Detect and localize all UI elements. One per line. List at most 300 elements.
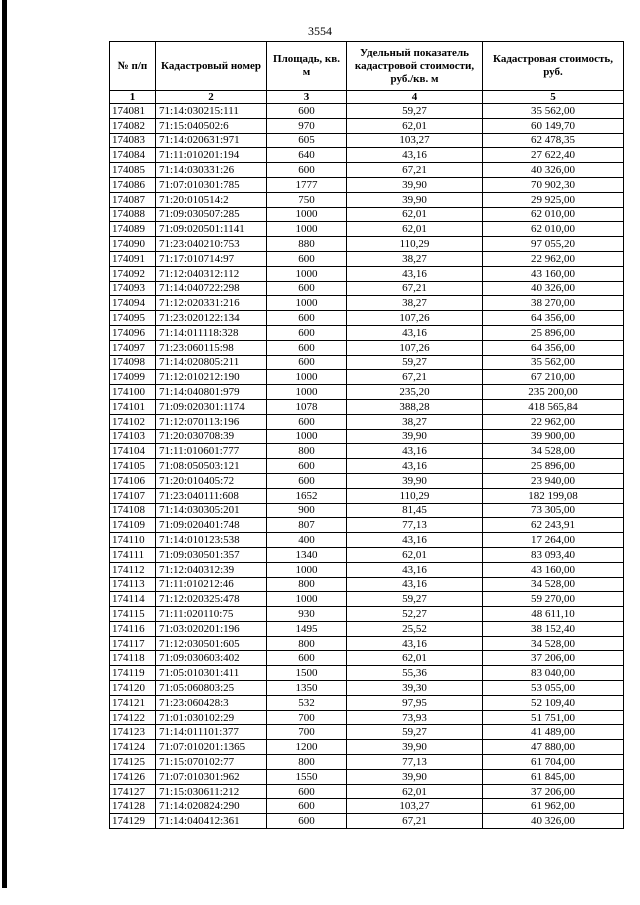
cell-row-number: 174086	[110, 177, 156, 192]
table-row	[110, 355, 624, 370]
cell-unit-value: 59,27	[347, 725, 483, 740]
cell-row-number: 174110	[110, 533, 156, 548]
table-row	[110, 399, 624, 414]
cell-unit-value: 59,27	[347, 592, 483, 607]
cell-cadastral-value: 40 326,00	[483, 163, 624, 178]
cell-unit-value: 38,27	[347, 414, 483, 429]
cell-row-number: 174100	[110, 385, 156, 400]
cell-cadastral-value: 41 489,00	[483, 725, 624, 740]
header-row-number: № п/п	[110, 42, 156, 91]
cell-row-number: 174114	[110, 592, 156, 607]
cell-row-number: 174085	[110, 163, 156, 178]
cell-unit-value: 52,27	[347, 607, 483, 622]
cell-area: 970	[267, 118, 347, 133]
cell-cadastral-value: 61 704,00	[483, 755, 624, 770]
table-row	[110, 177, 624, 192]
cell-unit-value: 43,16	[347, 148, 483, 163]
cell-cadastral-number: 71:12:040312:39	[156, 562, 267, 577]
table-row	[110, 799, 624, 814]
cell-cadastral-number: 71:05:010301:411	[156, 666, 267, 681]
cell-cadastral-value: 25 896,00	[483, 459, 624, 474]
cell-row-number: 174112	[110, 562, 156, 577]
cell-row-number: 174087	[110, 192, 156, 207]
cell-unit-value: 97,95	[347, 695, 483, 710]
cell-unit-value: 25,52	[347, 621, 483, 636]
table-row	[110, 651, 624, 666]
table-row	[110, 473, 624, 488]
table-row	[110, 163, 624, 178]
cell-row-number: 174090	[110, 237, 156, 252]
cell-area: 600	[267, 340, 347, 355]
scan-edge-bar	[2, 0, 7, 888]
table-row	[110, 459, 624, 474]
cell-cadastral-value: 51 751,00	[483, 710, 624, 725]
cell-unit-value: 107,26	[347, 311, 483, 326]
cell-row-number: 174122	[110, 710, 156, 725]
cell-cadastral-value: 29 925,00	[483, 192, 624, 207]
cell-area: 600	[267, 414, 347, 429]
cell-cadastral-number: 71:23:040210:753	[156, 237, 267, 252]
cell-unit-value: 43,16	[347, 325, 483, 340]
cell-area: 800	[267, 755, 347, 770]
table-row	[110, 251, 624, 266]
cell-cadastral-value: 34 528,00	[483, 577, 624, 592]
cell-cadastral-value: 62 478,35	[483, 133, 624, 148]
cell-row-number: 174108	[110, 503, 156, 518]
cell-cadastral-value: 48 611,10	[483, 607, 624, 622]
cell-cadastral-value: 59 270,00	[483, 592, 624, 607]
cell-cadastral-number: 71:05:060803:25	[156, 681, 267, 696]
cell-cadastral-number: 71:09:030501:357	[156, 547, 267, 562]
table-row	[110, 607, 624, 622]
cell-unit-value: 110,29	[347, 488, 483, 503]
cell-unit-value: 43,16	[347, 636, 483, 651]
cell-unit-value: 67,21	[347, 814, 483, 829]
cell-unit-value: 55,36	[347, 666, 483, 681]
cell-cadastral-number: 71:12:040312:112	[156, 266, 267, 281]
cell-area: 600	[267, 814, 347, 829]
cell-row-number: 174088	[110, 207, 156, 222]
cell-area: 930	[267, 607, 347, 622]
cell-unit-value: 59,27	[347, 355, 483, 370]
cell-cadastral-number: 71:14:030305:201	[156, 503, 267, 518]
cell-cadastral-value: 40 326,00	[483, 814, 624, 829]
table-row	[110, 444, 624, 459]
cell-unit-value: 62,01	[347, 118, 483, 133]
cell-cadastral-number: 71:11:020110:75	[156, 607, 267, 622]
cell-area: 1550	[267, 769, 347, 784]
cell-row-number: 174120	[110, 681, 156, 696]
cell-unit-value: 62,01	[347, 222, 483, 237]
cell-cadastral-number: 71:15:070102:77	[156, 755, 267, 770]
cell-unit-value: 43,16	[347, 444, 483, 459]
cell-cadastral-value: 418 565,84	[483, 399, 624, 414]
cell-unit-value: 110,29	[347, 237, 483, 252]
cell-cadastral-value: 37 206,00	[483, 784, 624, 799]
cell-unit-value: 81,45	[347, 503, 483, 518]
cell-area: 532	[267, 695, 347, 710]
cell-area: 1000	[267, 370, 347, 385]
column-number: 4	[347, 91, 483, 104]
cell-cadastral-value: 64 356,00	[483, 311, 624, 326]
table-row	[110, 414, 624, 429]
cell-row-number: 174091	[110, 251, 156, 266]
cell-area: 800	[267, 444, 347, 459]
cell-cadastral-value: 34 528,00	[483, 444, 624, 459]
cell-row-number: 174083	[110, 133, 156, 148]
cell-row-number: 174107	[110, 488, 156, 503]
cell-area: 1000	[267, 296, 347, 311]
cell-cadastral-number: 71:15:040502:6	[156, 118, 267, 133]
cell-unit-value: 39,90	[347, 769, 483, 784]
cell-cadastral-number: 71:20:010405:72	[156, 473, 267, 488]
cell-cadastral-value: 62 010,00	[483, 207, 624, 222]
cell-area: 600	[267, 281, 347, 296]
cell-unit-value: 43,16	[347, 562, 483, 577]
cell-cadastral-number: 71:11:010212:46	[156, 577, 267, 592]
cell-cadastral-number: 71:14:010123:538	[156, 533, 267, 548]
cell-cadastral-value: 52 109,40	[483, 695, 624, 710]
table-row	[110, 725, 624, 740]
cell-cadastral-number: 71:12:010212:190	[156, 370, 267, 385]
table-row	[110, 577, 624, 592]
table-row	[110, 429, 624, 444]
cell-cadastral-number: 71:12:020331:216	[156, 296, 267, 311]
cell-cadastral-number: 71:07:010301:962	[156, 769, 267, 784]
cell-row-number: 174115	[110, 607, 156, 622]
cell-cadastral-number: 71:20:010514:2	[156, 192, 267, 207]
cell-row-number: 174104	[110, 444, 156, 459]
header-area: Площадь, кв. м	[267, 42, 347, 91]
cell-unit-value: 39,90	[347, 429, 483, 444]
table-row	[110, 547, 624, 562]
cell-row-number: 174121	[110, 695, 156, 710]
cell-row-number: 174084	[110, 148, 156, 163]
cell-area: 1200	[267, 740, 347, 755]
cell-cadastral-value: 83 040,00	[483, 666, 624, 681]
table-body	[110, 104, 624, 829]
cell-area: 700	[267, 710, 347, 725]
table-row	[110, 488, 624, 503]
cell-row-number: 174119	[110, 666, 156, 681]
page-number: 3554	[308, 24, 332, 38]
cell-area: 880	[267, 237, 347, 252]
cell-area: 1000	[267, 266, 347, 281]
header-cadastral-value: Кадастровая стоимость, руб.	[483, 42, 624, 91]
cell-cadastral-number: 71:12:030501:605	[156, 636, 267, 651]
cell-cadastral-number: 71:11:010601:777	[156, 444, 267, 459]
cell-row-number: 174123	[110, 725, 156, 740]
cell-row-number: 174109	[110, 518, 156, 533]
table-row	[110, 148, 624, 163]
cell-cadastral-number: 71:23:040111:608	[156, 488, 267, 503]
cell-unit-value: 67,21	[347, 163, 483, 178]
cell-area: 605	[267, 133, 347, 148]
table-row	[110, 666, 624, 681]
cell-cadastral-number: 71:08:050503:121	[156, 459, 267, 474]
table-row	[110, 237, 624, 252]
cell-cadastral-value: 61 962,00	[483, 799, 624, 814]
cell-row-number: 174101	[110, 399, 156, 414]
cell-unit-value: 38,27	[347, 296, 483, 311]
cell-cadastral-value: 47 880,00	[483, 740, 624, 755]
cell-unit-value: 43,16	[347, 459, 483, 474]
cell-unit-value: 73,93	[347, 710, 483, 725]
cell-area: 600	[267, 651, 347, 666]
cell-row-number: 174081	[110, 104, 156, 119]
cell-row-number: 174103	[110, 429, 156, 444]
cell-row-number: 174105	[110, 459, 156, 474]
cell-cadastral-number: 71:07:010201:1365	[156, 740, 267, 755]
cell-row-number: 174102	[110, 414, 156, 429]
table-row	[110, 385, 624, 400]
cell-unit-value: 77,13	[347, 755, 483, 770]
cell-area: 1777	[267, 177, 347, 192]
cell-cadastral-value: 97 055,20	[483, 237, 624, 252]
cell-area: 1000	[267, 562, 347, 577]
cell-unit-value: 39,90	[347, 740, 483, 755]
cell-cadastral-number: 71:14:040412:361	[156, 814, 267, 829]
cell-unit-value: 39,30	[347, 681, 483, 696]
cell-cadastral-value: 17 264,00	[483, 533, 624, 548]
cell-cadastral-number: 71:07:010301:785	[156, 177, 267, 192]
cell-cadastral-number: 71:14:040801:979	[156, 385, 267, 400]
table-row	[110, 296, 624, 311]
header-unit-value: Удельный показатель кадастровой стоимости, руб./кв. м	[347, 42, 483, 91]
table-row	[110, 266, 624, 281]
cell-cadastral-number: 71:14:011101:377	[156, 725, 267, 740]
cell-cadastral-value: 43 160,00	[483, 562, 624, 577]
column-number: 3	[267, 91, 347, 104]
table-row	[110, 621, 624, 636]
cell-cadastral-number: 71:23:060115:98	[156, 340, 267, 355]
cell-cadastral-number: 71:20:030708:39	[156, 429, 267, 444]
table-header-row	[110, 42, 624, 91]
column-number: 5	[483, 91, 624, 104]
cell-area: 700	[267, 725, 347, 740]
table-row	[110, 281, 624, 296]
cell-cadastral-number: 71:12:070113:196	[156, 414, 267, 429]
table-row	[110, 710, 624, 725]
table-row	[110, 222, 624, 237]
table-row	[110, 207, 624, 222]
cell-unit-value: 39,90	[347, 473, 483, 488]
cell-row-number: 174082	[110, 118, 156, 133]
table-row	[110, 340, 624, 355]
table-row	[110, 592, 624, 607]
cell-cadastral-number: 71:01:030102:29	[156, 710, 267, 725]
cell-cadastral-number: 71:09:030603:402	[156, 651, 267, 666]
cell-cadastral-number: 71:14:020824:290	[156, 799, 267, 814]
cell-row-number: 174089	[110, 222, 156, 237]
cell-unit-value: 235,20	[347, 385, 483, 400]
cell-cadastral-value: 35 562,00	[483, 104, 624, 119]
cell-cadastral-value: 83 093,40	[483, 547, 624, 562]
cell-area: 600	[267, 784, 347, 799]
cell-cadastral-value: 37 206,00	[483, 651, 624, 666]
cell-area: 600	[267, 473, 347, 488]
cell-cadastral-number: 71:09:030507:285	[156, 207, 267, 222]
cell-row-number: 174099	[110, 370, 156, 385]
cell-cadastral-number: 71:11:010201:194	[156, 148, 267, 163]
cell-unit-value: 59,27	[347, 104, 483, 119]
cell-area: 1495	[267, 621, 347, 636]
column-number: 1	[110, 91, 156, 104]
cell-cadastral-value: 25 896,00	[483, 325, 624, 340]
cell-area: 1652	[267, 488, 347, 503]
cell-cadastral-number: 71:14:030331:26	[156, 163, 267, 178]
cell-row-number: 174129	[110, 814, 156, 829]
cell-row-number: 174093	[110, 281, 156, 296]
cell-unit-value: 62,01	[347, 207, 483, 222]
cell-cadastral-number: 71:12:020325:478	[156, 592, 267, 607]
table-row	[110, 562, 624, 577]
cell-cadastral-value: 43 160,00	[483, 266, 624, 281]
cell-cadastral-number: 71:23:060428:3	[156, 695, 267, 710]
table-row	[110, 133, 624, 148]
cell-cadastral-number: 71:23:020122:134	[156, 311, 267, 326]
table-row	[110, 636, 624, 651]
cell-cadastral-number: 71:14:020805:211	[156, 355, 267, 370]
cell-row-number: 174128	[110, 799, 156, 814]
cell-area: 600	[267, 325, 347, 340]
cell-cadastral-value: 23 940,00	[483, 473, 624, 488]
cell-row-number: 174095	[110, 311, 156, 326]
cell-row-number: 174127	[110, 784, 156, 799]
cell-area: 1500	[267, 666, 347, 681]
cell-unit-value: 38,27	[347, 251, 483, 266]
cell-cadastral-value: 235 200,00	[483, 385, 624, 400]
cell-cadastral-value: 39 900,00	[483, 429, 624, 444]
cell-area: 640	[267, 148, 347, 163]
cell-row-number: 174118	[110, 651, 156, 666]
cell-cadastral-value: 62 243,91	[483, 518, 624, 533]
cell-area: 807	[267, 518, 347, 533]
table-row	[110, 695, 624, 710]
cell-cadastral-value: 22 962,00	[483, 251, 624, 266]
cell-cadastral-value: 61 845,00	[483, 769, 624, 784]
cell-cadastral-value: 35 562,00	[483, 355, 624, 370]
column-number-row	[110, 91, 624, 104]
header-cadastral-number: Кадастровый номер	[156, 42, 267, 91]
cell-cadastral-value: 53 055,00	[483, 681, 624, 696]
cell-area: 600	[267, 251, 347, 266]
cell-row-number: 174098	[110, 355, 156, 370]
cell-area: 1000	[267, 592, 347, 607]
table-row	[110, 784, 624, 799]
cell-unit-value: 107,26	[347, 340, 483, 355]
cell-area: 600	[267, 311, 347, 326]
cell-unit-value: 43,16	[347, 577, 483, 592]
cell-area: 800	[267, 577, 347, 592]
table-row	[110, 311, 624, 326]
cell-area: 600	[267, 163, 347, 178]
cell-unit-value: 39,90	[347, 177, 483, 192]
cell-unit-value: 62,01	[347, 784, 483, 799]
table-row	[110, 325, 624, 340]
table-row	[110, 740, 624, 755]
cadastral-value-table	[109, 41, 624, 829]
cell-cadastral-number: 71:03:020201:196	[156, 621, 267, 636]
column-number: 2	[156, 91, 267, 104]
cell-area: 1000	[267, 429, 347, 444]
cell-row-number: 174094	[110, 296, 156, 311]
table-row	[110, 192, 624, 207]
cell-unit-value: 77,13	[347, 518, 483, 533]
cell-area: 1078	[267, 399, 347, 414]
cell-unit-value: 67,21	[347, 281, 483, 296]
table-row	[110, 681, 624, 696]
cell-cadastral-value: 60 149,70	[483, 118, 624, 133]
cell-unit-value: 67,21	[347, 370, 483, 385]
cell-cadastral-value: 22 962,00	[483, 414, 624, 429]
cell-unit-value: 62,01	[347, 651, 483, 666]
cell-area: 600	[267, 355, 347, 370]
table-row	[110, 814, 624, 829]
cell-cadastral-value: 38 152,40	[483, 621, 624, 636]
cell-area: 750	[267, 192, 347, 207]
cell-row-number: 174096	[110, 325, 156, 340]
cell-unit-value: 103,27	[347, 799, 483, 814]
table-row	[110, 518, 624, 533]
cell-unit-value: 39,90	[347, 192, 483, 207]
cell-row-number: 174124	[110, 740, 156, 755]
cell-row-number: 174125	[110, 755, 156, 770]
cell-unit-value: 43,16	[347, 266, 483, 281]
cell-unit-value: 103,27	[347, 133, 483, 148]
cell-unit-value: 62,01	[347, 547, 483, 562]
cell-cadastral-value: 67 210,00	[483, 370, 624, 385]
table-row	[110, 118, 624, 133]
cell-row-number: 174097	[110, 340, 156, 355]
table-row	[110, 503, 624, 518]
cell-row-number: 174117	[110, 636, 156, 651]
cell-cadastral-value: 34 528,00	[483, 636, 624, 651]
cell-area: 1000	[267, 207, 347, 222]
cell-cadastral-value: 40 326,00	[483, 281, 624, 296]
cell-row-number: 174092	[110, 266, 156, 281]
cell-row-number: 174106	[110, 473, 156, 488]
cell-unit-value: 388,28	[347, 399, 483, 414]
cell-area: 400	[267, 533, 347, 548]
cell-cadastral-value: 70 902,30	[483, 177, 624, 192]
cell-area: 1340	[267, 547, 347, 562]
cell-row-number: 174113	[110, 577, 156, 592]
cell-area: 1000	[267, 222, 347, 237]
cell-cadastral-value: 38 270,00	[483, 296, 624, 311]
table-row	[110, 533, 624, 548]
cell-row-number: 174116	[110, 621, 156, 636]
cell-cadastral-value: 62 010,00	[483, 222, 624, 237]
cell-unit-value: 43,16	[347, 533, 483, 548]
cell-cadastral-value: 182 199,08	[483, 488, 624, 503]
cell-cadastral-number: 71:15:030611:212	[156, 784, 267, 799]
cell-row-number: 174126	[110, 769, 156, 784]
cell-cadastral-value: 27 622,40	[483, 148, 624, 163]
table-row	[110, 769, 624, 784]
cell-area: 600	[267, 799, 347, 814]
cell-cadastral-number: 71:14:020631:971	[156, 133, 267, 148]
table-row	[110, 755, 624, 770]
cell-cadastral-value: 73 305,00	[483, 503, 624, 518]
cell-cadastral-number: 71:09:020301:1174	[156, 399, 267, 414]
cell-area: 1350	[267, 681, 347, 696]
cell-area: 600	[267, 104, 347, 119]
cell-row-number: 174111	[110, 547, 156, 562]
cell-cadastral-value: 64 356,00	[483, 340, 624, 355]
cell-cadastral-number: 71:09:020501:1141	[156, 222, 267, 237]
table-row	[110, 370, 624, 385]
